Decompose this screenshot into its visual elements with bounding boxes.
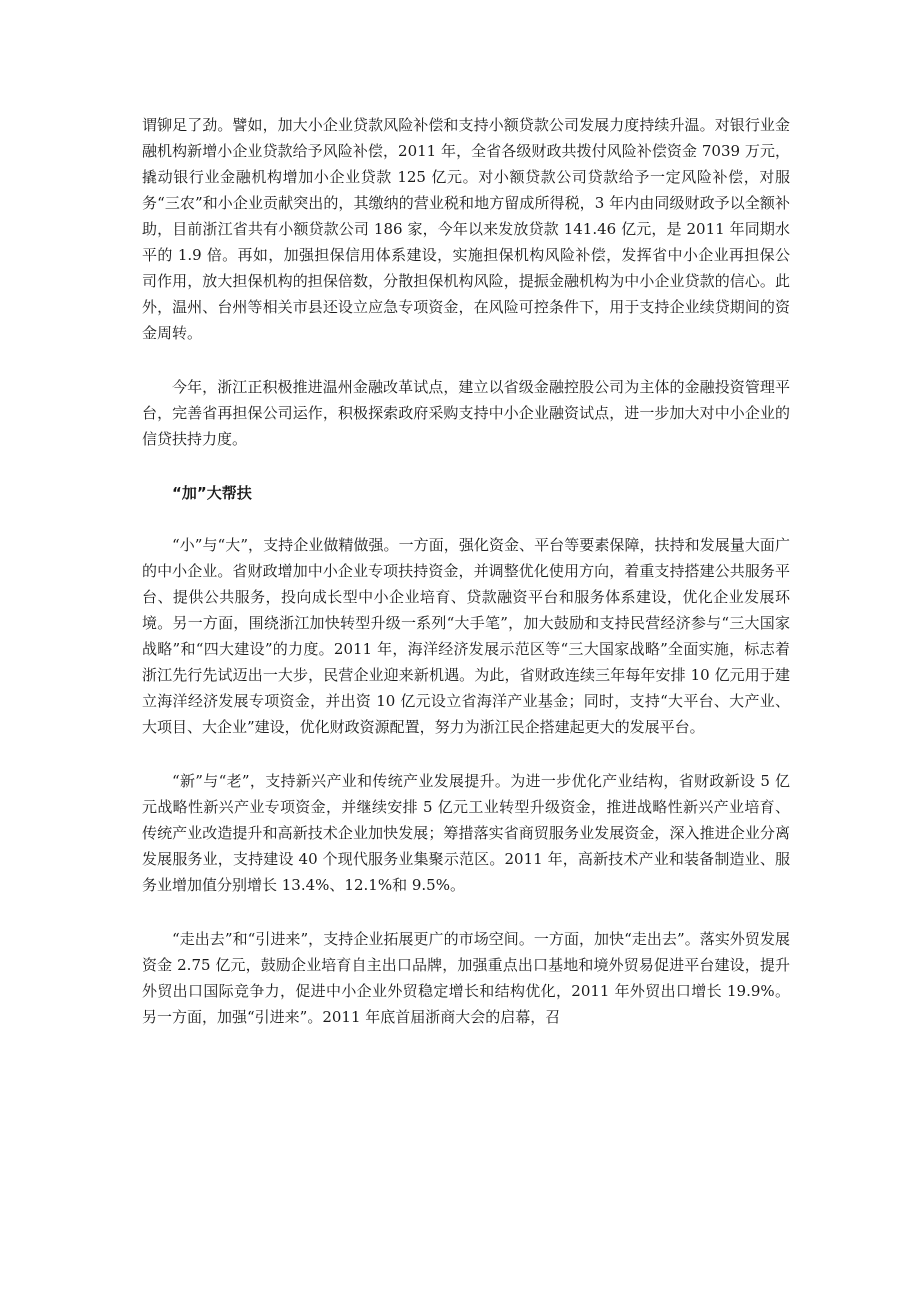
paragraph-3: “小”与“大”，支持企业做精做强。一方面，强化资金、平台等要素保障，扶持和发展量大面广的中小企业。省财政增加中小企业专项扶持资金，并调整优化使用方向，着重支持搭建公共服务平台、提供公共服务，投向成长型中小企业培育、贷款融资平台和服务体系建设，优化企业发展环境。另一方面，围绕浙江加快转型升级一系列“大手笔”，加大鼓励和支持民营经济参与“三大国家战略”和“四大建设”的力度。2011 年，海洋经济发展示范区等“三大国家战略”全面实施，标志着浙江先行先试迈出一大步，民营企业迎来新机遇。为此，省财政连续三年每年安排 10 亿元用于建立海洋经济发展专项资金，并出资 10 亿元设立省海洋产业基金；同时，支持“大平台、大产业、大项目、大企业”建设，优化财政资源配置，努力为浙江民企搭建起更大的发展平台。 bbox=[142, 536, 790, 736]
paragraph-4: “新”与“老”，支持新兴产业和传统产业发展提升。为进一步优化产业结构，省财政新设 5 亿元战略性新兴产业专项资金，并继续安排 5 亿元工业转型升级资金，推进战略性新兴产业培育、传统产业改造提升和高新技术企业加快发展；筹措落实省商贸服务业发展资金，深入推进企业分离发展服务业，支持建设 40 个现代服务业集聚示范区。2011 年，高新技术产业和装备制造业、服务业增加值分别增长 13.4%、12.1%和 9.5%。 bbox=[142, 772, 790, 894]
section-heading: “加”大帮扶 bbox=[172, 484, 252, 502]
paragraph-1: 谓铆足了劲。譬如，加大小企业贷款风险补偿和支持小额贷款公司发展力度持续升温。对银行业金融机构新增小企业贷款给予风险补偿，2011 年，全省各级财政共拨付风险补偿资金 7039 万元，撬动银行业金融机构增加小企业贷款 125 亿元。对小额贷款公司贷款给予一定风险补偿，对服务“三农”和小企业贡献突出的，其缴纳的营业税和地方留成所得税，3 年内由同级财政予以全额补助，目前浙江省共有小额贷款公司 186 家，今年以来发放贷款 141.46 亿元，是 2011 年同期水平的 1.9 倍。再如，加强担保信用体系建设，实施担保机构风险补偿，发挥省中小企业再担保公司作用，放大担保机构的担保倍数，分散担保机构风险，提振金融机构为中小企业贷款的信心。此外，温州、台州等相关市县还设立应急专项资金，在风险可控条件下，用于支持企业续贷期间的资金周转。 bbox=[142, 116, 790, 342]
document-page bbox=[142, 112, 790, 1058]
paragraph-2: 今年，浙江正积极推进温州金融改革试点，建立以省级金融控股公司为主体的金融投资管理平台，完善省再担保公司运作，积极探索政府采购支持中小企业融资试点，进一步加大对中小企业的信贷扶持力度。 bbox=[142, 378, 790, 448]
paragraph-5: “走出去”和“引进来”，支持企业拓展更广的市场空间。一方面，加快“走出去”。落实外贸发展资金 2.75 亿元，鼓励企业培育自主出口品牌，加强重点出口基地和境外贸易促进平台建设，提升外贸出口国际竞争力，促进中小企业外贸稳定增长和结构优化，2011 年外贸出口增长 19.9%。另一方面，加强“引进来”。2011 年底首届浙商大会的启幕，召 bbox=[142, 930, 790, 1026]
